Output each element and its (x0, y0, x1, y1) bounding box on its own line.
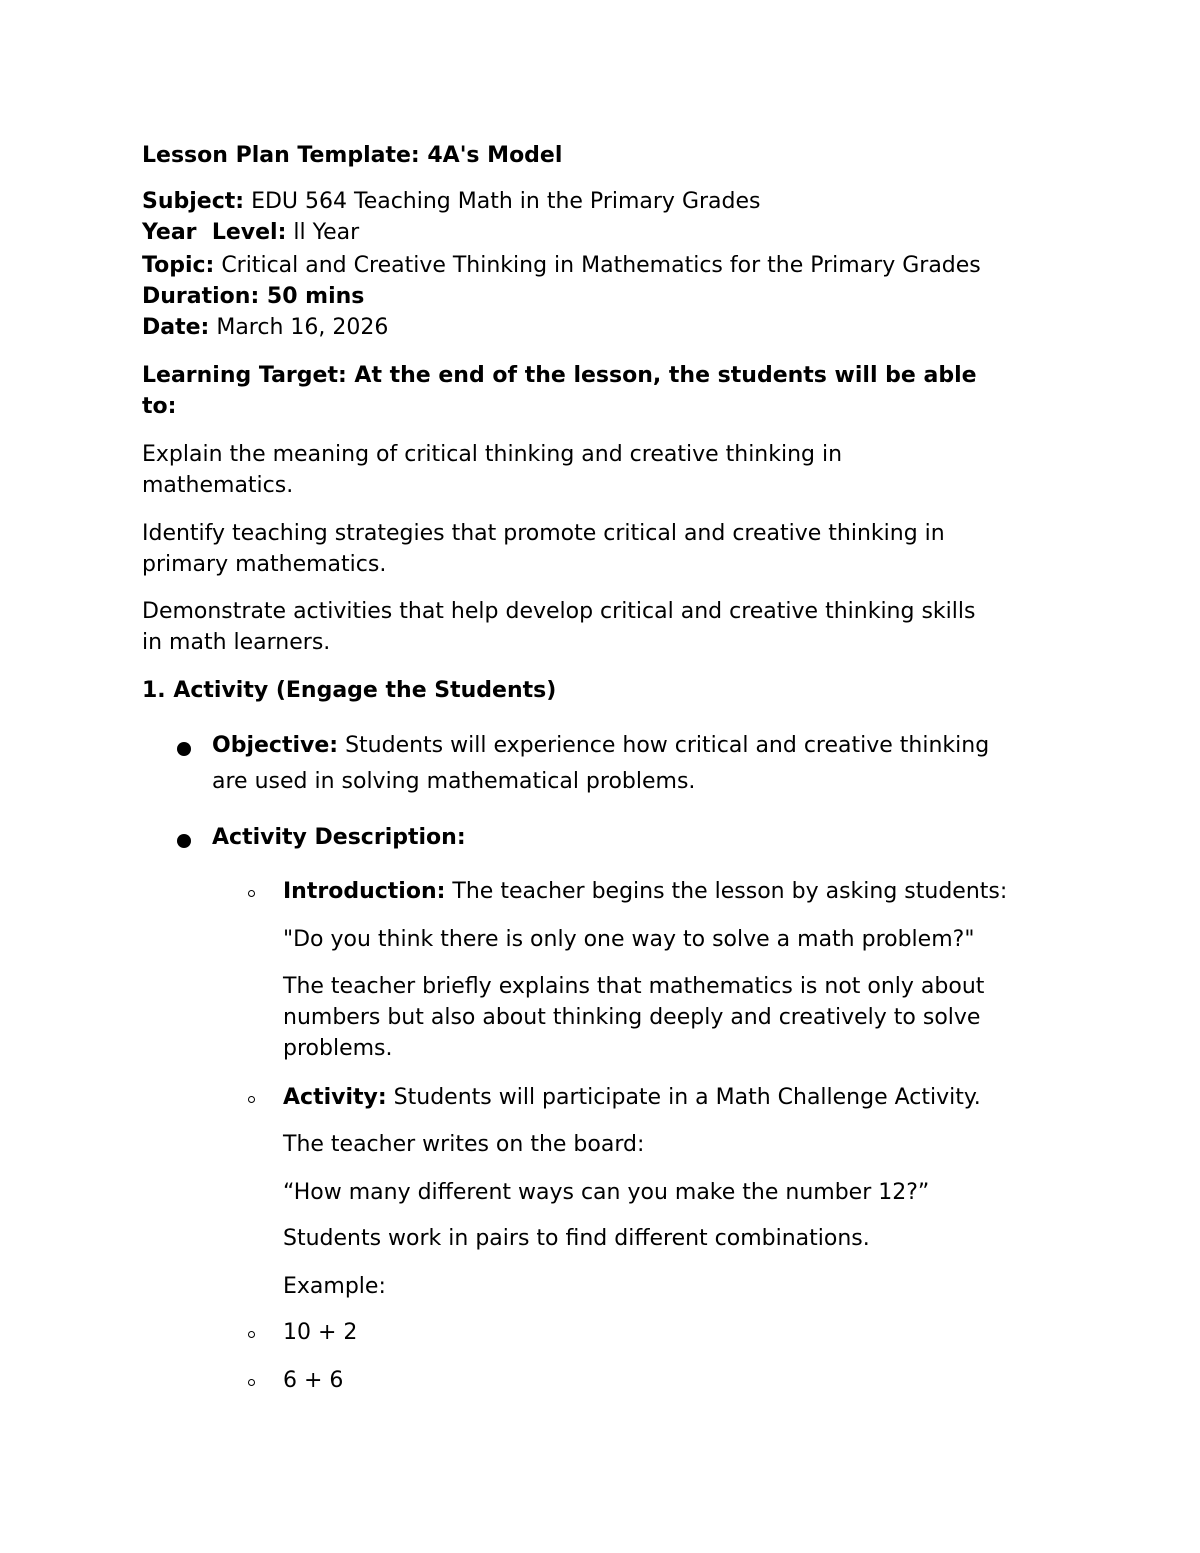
topic-line (142, 250, 981, 281)
subject-value: EDU 564 Teaching Math in the Primary Grades (244, 189, 761, 214)
bullet-dot-icon (177, 742, 191, 756)
bullet-circle-icon (248, 1096, 255, 1103)
introduction-line (283, 876, 1007, 907)
objective-line1 (212, 730, 989, 761)
year-level-label: Year Level: (142, 220, 287, 245)
year-level-value: ll Year (286, 220, 360, 245)
board-text: The teacher writes on the board: (283, 1132, 645, 1157)
example-item-2: 6 + 6 (283, 1368, 344, 1393)
learning-target-item-3-line2: in math learners. (142, 630, 331, 655)
activity-line (283, 1082, 981, 1113)
activity-description-label: Activity Description: (212, 825, 466, 850)
board-question: “How many different ways can you make the number 12?” (283, 1180, 930, 1205)
bullet-circle-icon (248, 1379, 255, 1386)
learning-target-item-2-line2: primary mathematics. (142, 552, 387, 577)
explanation-line3: problems. (283, 1036, 393, 1061)
bullet-dot-icon (177, 834, 191, 848)
date-value: March 16, 2026 (209, 315, 389, 340)
subject-line (142, 186, 760, 217)
bullet-circle-icon (248, 890, 255, 897)
activity-value: Students will participate in a Math Challenge Activity. (386, 1085, 981, 1110)
duration-line: Duration: 50 mins (142, 284, 365, 309)
section-1-heading: 1. Activity (Engage the Students) (142, 678, 557, 703)
learning-target-item-2-line1: Identify teaching strategies that promote critical and creative thinking in (142, 521, 945, 546)
learning-target-item-1-line2: mathematics. (142, 473, 294, 498)
topic-value: Critical and Creative Thinking in Mathematics for the Primary Grades (214, 253, 981, 278)
introduction-label: Introduction: (283, 879, 446, 904)
date-label: Date: (142, 315, 210, 340)
learning-target-item-1-line1: Explain the meaning of critical thinking and creative thinking in (142, 442, 843, 467)
year-level-line (142, 217, 359, 248)
objective-label: Objective: (212, 733, 339, 758)
learning-target-heading-line1: Learning Target: At the end of the lesson, the students will be able (142, 363, 977, 388)
activity-label: Activity: (283, 1085, 387, 1110)
explanation-line2: numbers but also about thinking deeply and creatively to solve (283, 1005, 981, 1030)
introduction-value: The teacher begins the lesson by asking students: (445, 879, 1008, 904)
explanation-line1: The teacher briefly explains that mathematics is not only about (283, 974, 985, 999)
learning-target-heading-line2: to: (142, 394, 177, 419)
bullet-circle-icon (248, 1331, 255, 1338)
example-item-1: 10 + 2 (283, 1320, 358, 1345)
learning-target-item-3-line1: Demonstrate activities that help develop critical and creative thinking skills (142, 599, 976, 624)
objective-line2: are used in solving mathematical problems. (212, 769, 696, 794)
date-line (142, 312, 388, 343)
subject-label: Subject: (142, 189, 245, 214)
topic-label: Topic: (142, 253, 215, 278)
objective-value: Students will experience how critical and creative thinking (338, 733, 990, 758)
question-text: "Do you think there is only one way to solve a math problem?" (283, 927, 975, 952)
pairs-text: Students work in pairs to find different combinations. (283, 1226, 870, 1251)
document-title: Lesson Plan Template: 4A's Model (142, 143, 563, 168)
example-label: Example: (283, 1274, 386, 1299)
